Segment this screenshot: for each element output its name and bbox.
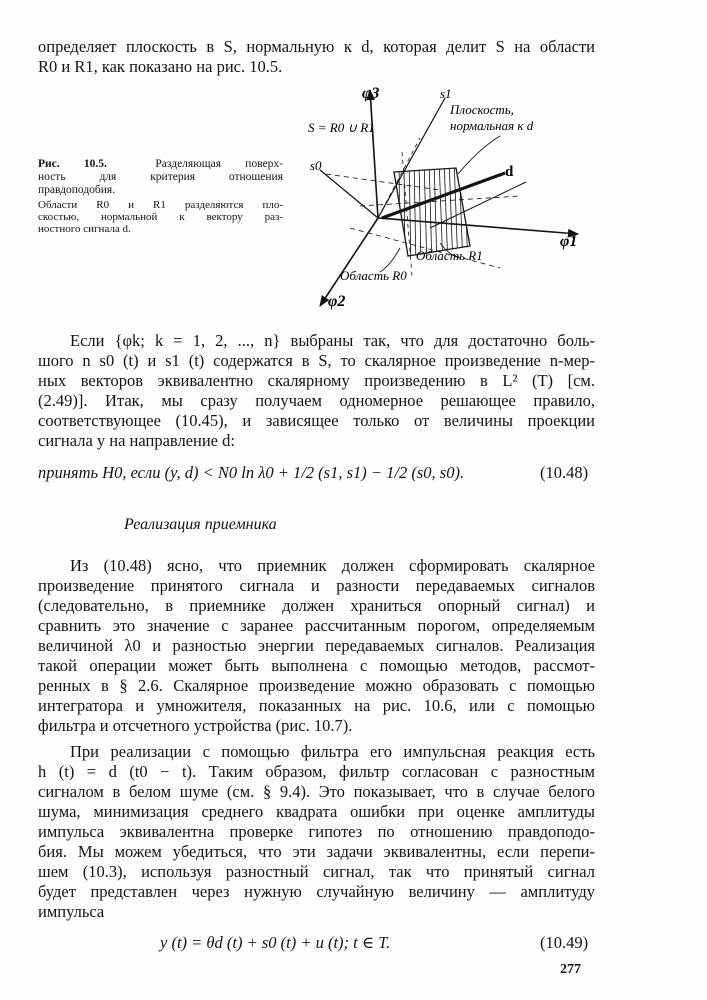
paragraph4-line-7: шем (10.3), используя разностный сигнал, так что принятый сигнал xyxy=(38,862,595,881)
paragraph4-line-1: При реализации с помощью фильтра его импульсная реакция есть xyxy=(70,742,595,761)
paragraph3-line-9: фильтра и отсчетного устройства (рис. 10.7). xyxy=(38,716,353,735)
plane-normal-line xyxy=(430,182,526,228)
label-region-r1: Область R1 xyxy=(416,248,483,263)
paragraph4-line-6: бия. Мы можем убедиться, что эти задачи эквивалентны, если перепи- xyxy=(38,842,595,861)
paragraph2-line-5: соответствующее (10.45), и зависящее только от величины проекции xyxy=(38,411,595,430)
figure-caption xyxy=(38,158,283,235)
paragraph3-line-2: произведение принятого сигнала и разности передаваемых сигналов xyxy=(38,576,595,595)
vector-s0 xyxy=(320,170,378,218)
paragraph3-line-6: такой операции может быть выполнена с помощью методов, рассмот- xyxy=(38,656,595,675)
label-phi1: φ1 xyxy=(560,233,578,250)
paragraph4-line-2: h (t) = d (t0 − t). Таким образом, фильтр согласован с разностным xyxy=(38,762,595,781)
caption-line-1: Разделяющая поверх- xyxy=(155,158,283,170)
top-paragraph-line-2: R0 и R1, как показано на рис. 10.5. xyxy=(38,57,283,76)
paragraph2-line-4: (2.49)]. Итак, мы сразу получаем одномерное решающее правило, xyxy=(38,391,595,410)
label-phi3: φ3 xyxy=(362,85,380,102)
paragraph4-line-9: импульса xyxy=(38,902,105,921)
label-s0: s0 xyxy=(310,158,322,173)
paragraph2-line-1: Если {φk; k = 1, 2, ..., n} выбраны так, что для достаточно боль- xyxy=(70,331,595,350)
caption-sub-line-3: ностного сигнала d. xyxy=(38,223,131,235)
equation-10-49: y (t) = θd (t) + s0 (t) + u (t); t ∈ T. xyxy=(160,933,391,952)
label-set: S = R0 ∪ R1 xyxy=(308,120,375,135)
paragraph2-line-3: ных векторов эквивалентно скалярному произведению в L² (T) [см. xyxy=(38,371,595,390)
equation-10-48-number: (10.48) xyxy=(540,463,589,482)
caption-title: Рис. 10.5. xyxy=(38,158,107,170)
caption-sub-line-2: скостью, нормальной к вектору раз- xyxy=(38,211,283,223)
section-heading: Реализация приемника xyxy=(124,516,277,533)
label-s1: s1 xyxy=(440,86,452,101)
paragraph3-line-4: сравнить это значение с заранее рассчитанным порогом, определяемым xyxy=(38,616,595,635)
figure-10-5-diagram xyxy=(290,78,620,318)
caption-line-3: правдоподобия. xyxy=(38,184,116,196)
plane-leader xyxy=(458,136,500,174)
paragraph2-line-2: шого n s0 (t) и s1 (t) содержатся в S, то скалярное произведение n-мер- xyxy=(38,351,595,370)
top-paragraph-line-1: определяет плоскость в S, нормальную к d, которая делит S на области xyxy=(38,37,595,56)
paragraph4-line-8: будет представлен через нужную случайную величину — амплитуду xyxy=(38,882,595,901)
paragraph3-line-7: ренных в § 2.6. Скалярное произведение можно образовать с помощью xyxy=(38,676,595,695)
paragraph4-line-5: импульса эквивалентна проверке гипотез по отношению правдоподо- xyxy=(38,822,595,841)
label-d: d xyxy=(505,164,514,180)
equation-10-49-number: (10.49) xyxy=(540,933,589,952)
caption-line-2: ность для критерия отношения xyxy=(38,171,283,183)
caption-sub-line-1: Области R0 и R1 разделяются пло- xyxy=(38,199,283,211)
paragraph3-line-5: величиной λ0 и разностью энергии передаваемых сигналов. Реализация xyxy=(38,636,595,655)
paragraph2-line-6: сигнала y на направление d: xyxy=(38,431,235,450)
paragraph3-line-1: Из (10.48) ясно, что приемник должен сформировать скалярное xyxy=(70,556,595,575)
label-plane-1: Плоскость, xyxy=(450,102,514,117)
paragraph4-line-4: шума, минимизация среднего квадрата ошибки при оценке амплитуды xyxy=(38,802,595,821)
page-number: 277 xyxy=(560,962,581,977)
label-phi2: φ2 xyxy=(328,293,346,310)
vector-d xyxy=(382,173,505,218)
axis-phi3 xyxy=(370,90,378,218)
label-plane-2: нормальная к d xyxy=(450,118,534,133)
paragraph3-line-8: интегратора и умножителя, показанных на рис. 10.6, или с помощью xyxy=(38,696,595,715)
paragraph4-line-3: сигналом в белом шуме (см. § 9.4). Это показывает, что в случае белого xyxy=(38,782,595,801)
paragraph3-line-3: (следовательно, в приемнике должен храниться опорный сигнал) и xyxy=(38,596,595,615)
label-region-r0: Область R0 xyxy=(340,268,407,283)
equation-10-48: принять H0, если (y, d) < N0 ln λ0 + 1/2 (s1, s1) − 1/2 (s0, s0). xyxy=(38,463,465,482)
dashed-guide-s0 xyxy=(326,174,440,190)
